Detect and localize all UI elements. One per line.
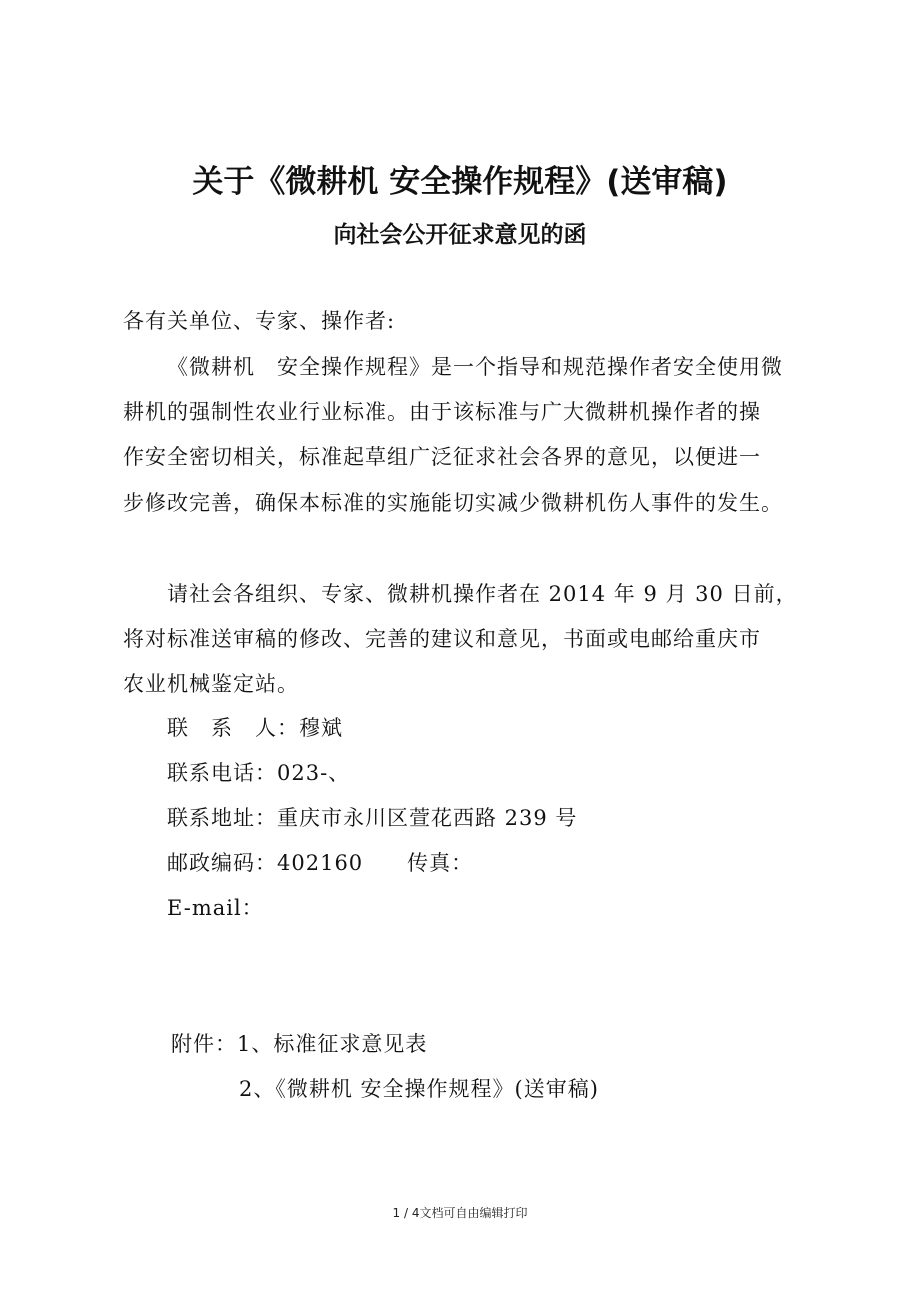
document-subtitle: 向社会公开征求意见的函: [333, 222, 587, 248]
paragraph-2-line: 请社会各组织、专家、微耕机操作者在 2014 年 9 月 30 日前，: [167, 582, 798, 606]
page-footer: 1 / 4文档可自由编辑打印: [392, 1206, 528, 1220]
contact-address: 联系地址：重庆市永川区萱花西路 239 号: [167, 806, 578, 830]
contact-email: E-mail：: [167, 896, 264, 920]
document-title: 关于《微耕机 安全操作规程》(送审稿): [192, 164, 728, 200]
attachment-item-2: 2、《微耕机 安全操作规程》(送审稿): [239, 1077, 599, 1101]
paragraph-1-line: 步修改完善，确保本标准的实施能切实减少微耕机伤人事件的发生。: [123, 491, 783, 515]
contact-phone: 联系电话：023-、: [167, 761, 351, 785]
paragraph-1-line: 《微耕机 安全操作规程》是一个指导和规范操作者安全使用微: [167, 355, 783, 379]
contact-postcode-fax: 邮政编码：402160 传真：: [167, 851, 474, 875]
paragraph-1-line: 耕机的强制性农业行业标准。由于该标准与广大微耕机操作者的操: [123, 400, 761, 424]
salutation: 各有关单位、专家、操作者:: [123, 309, 396, 333]
paragraph-2-line: 将对标准送审稿的修改、完善的建议和意见，书面或电邮给重庆市: [123, 627, 761, 651]
paragraph-2-line: 农业机械鉴定站。: [123, 672, 299, 696]
paragraph-1-line: 作安全密切相关，标准起草组广泛征求社会各界的意见，以便进一: [123, 445, 761, 469]
attachment-item-1: 附件：1、标准征求意见表: [171, 1032, 428, 1056]
contact-person: 联 系 人：穆斌: [167, 716, 343, 740]
